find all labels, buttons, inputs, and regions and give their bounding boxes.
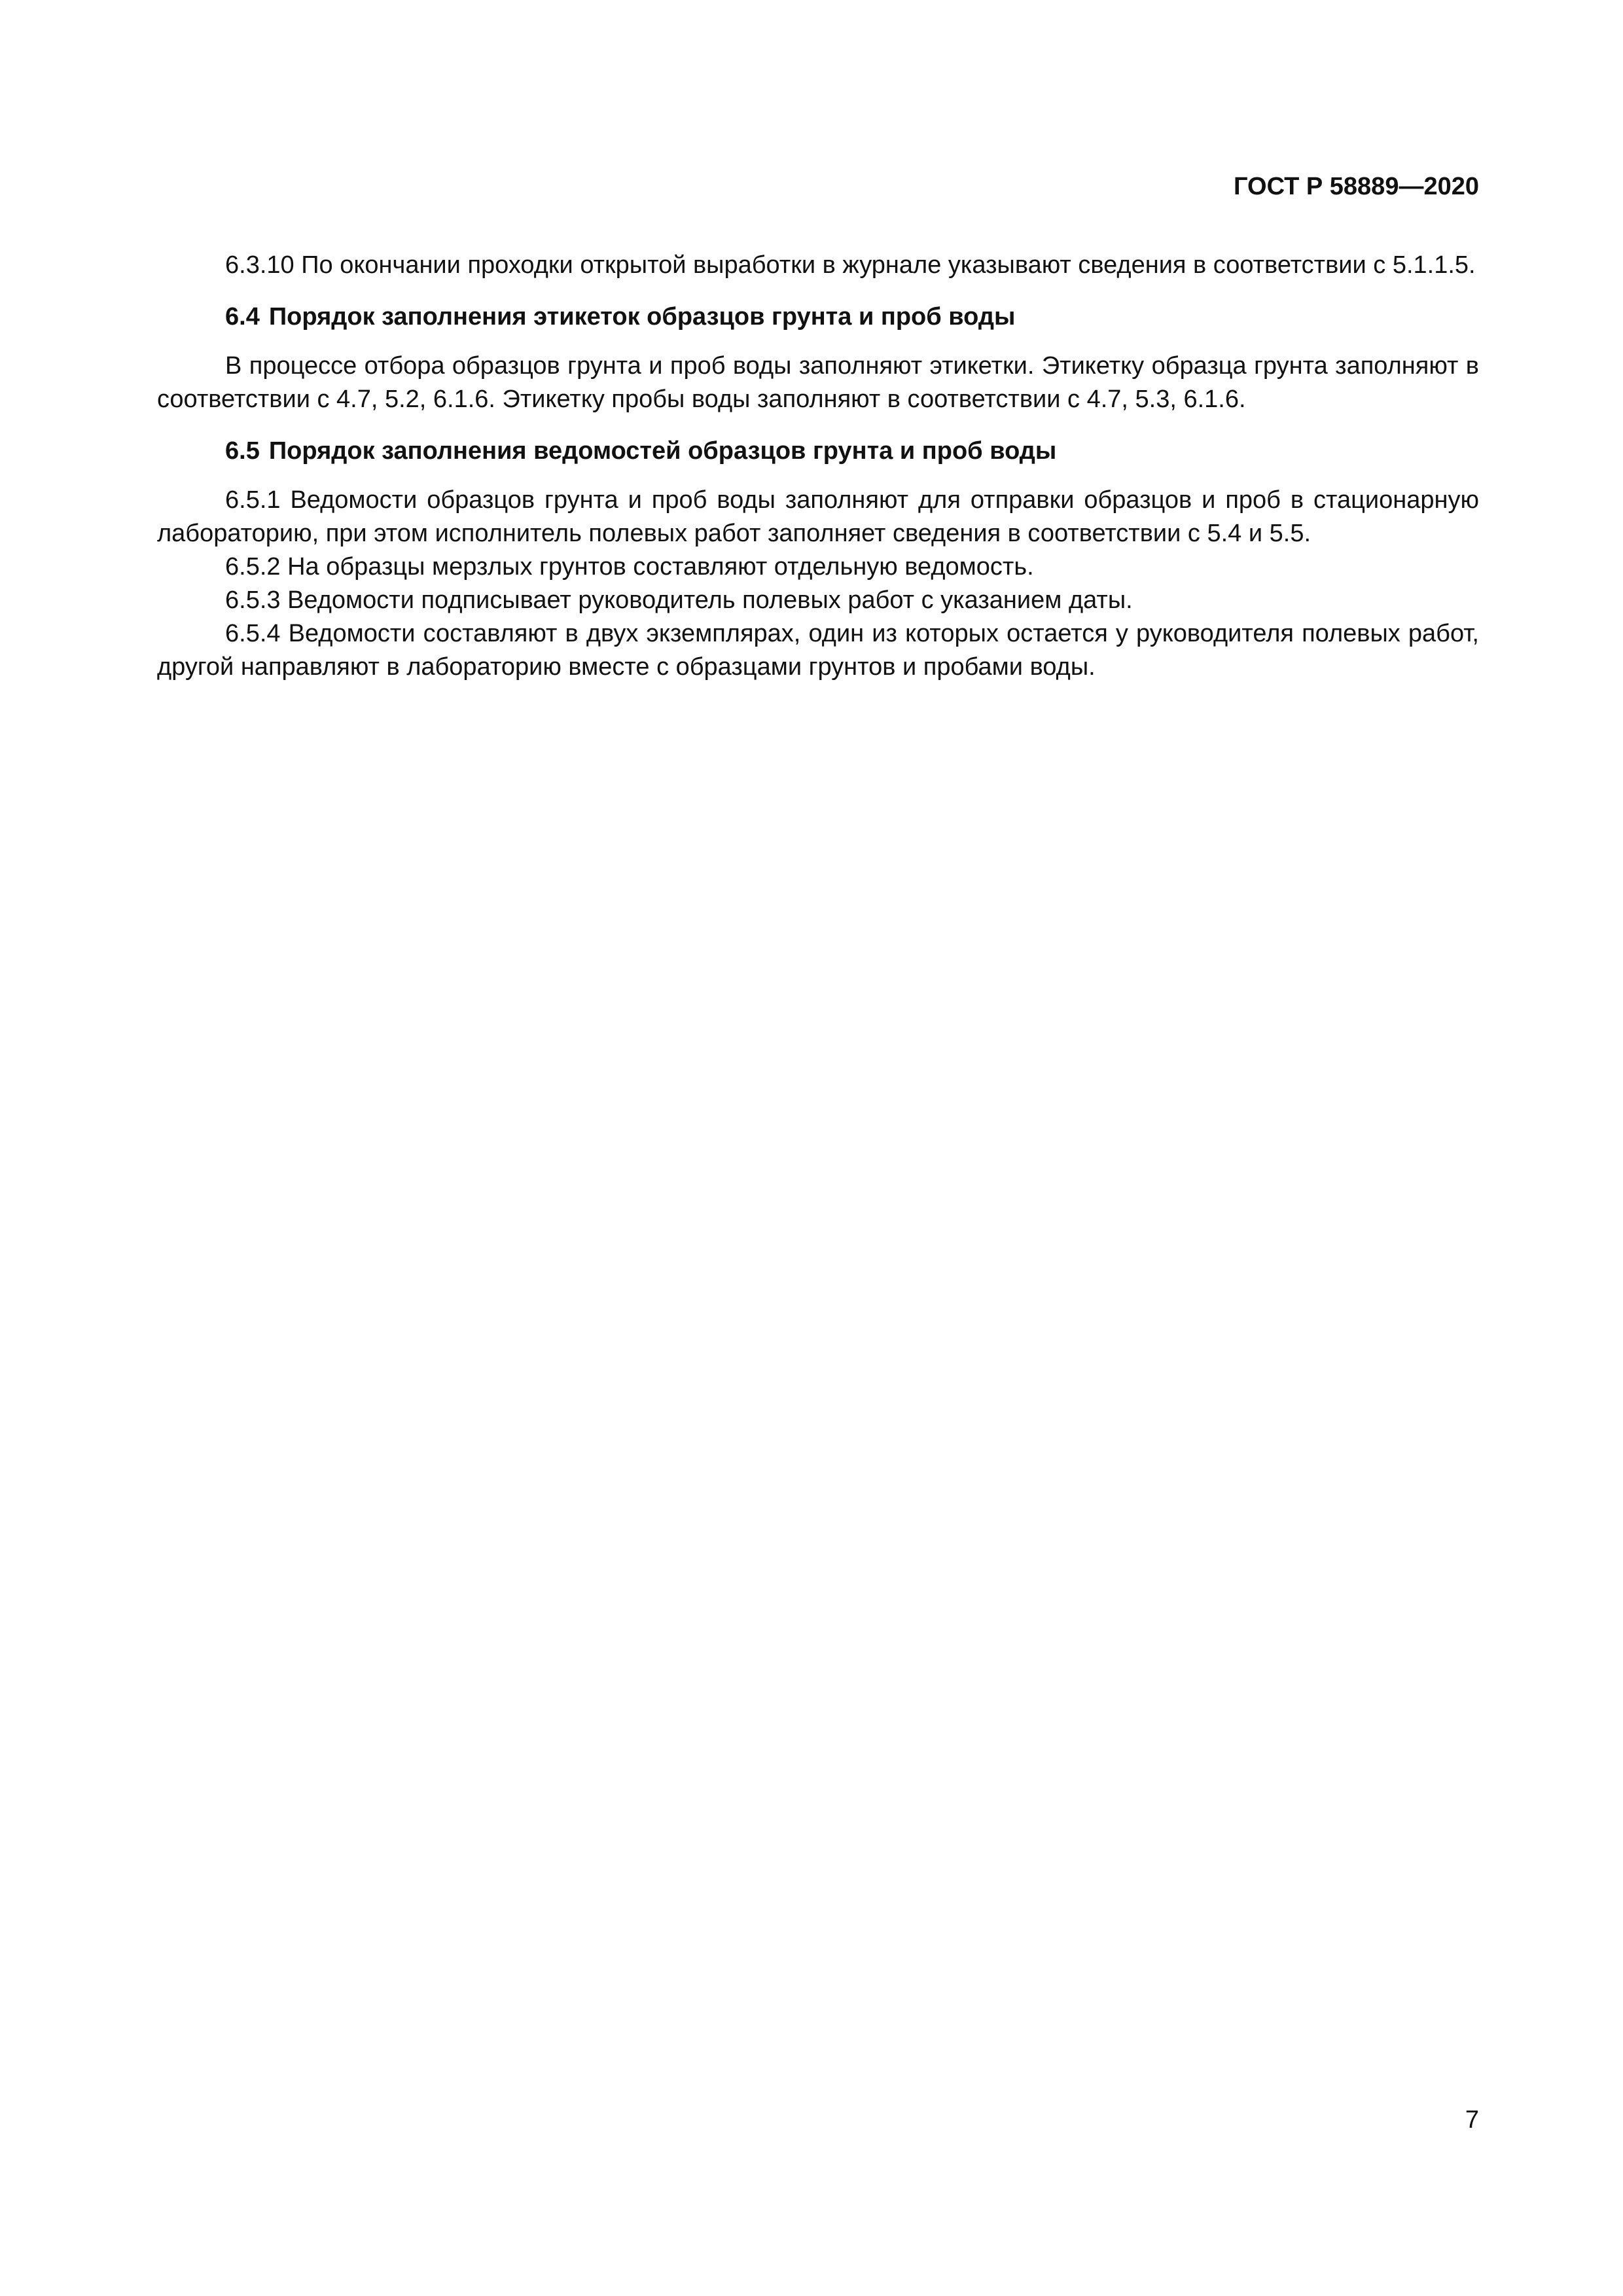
section-heading-6-4 bbox=[157, 300, 1479, 334]
paragraph-6-3-10: 6.3.10 По окончании проходки открытой выработки в журнале указывают сведения в соответствии с 5.1.1.5. bbox=[225, 251, 1476, 279]
paragraph-6-5-3: 6.5.3 Ведомости подписывает руководитель полевых работ с указанием даты. bbox=[225, 586, 1133, 614]
section-title-6-5: Порядок заполнения ведомостей образцов грунта и проб воды bbox=[268, 437, 1057, 465]
document-body bbox=[157, 249, 1479, 684]
section-number-6-4: 6.4 bbox=[225, 303, 260, 331]
document-code-header: ГОСТ Р 58889—2020 bbox=[1234, 173, 1479, 200]
paragraph-6-5-2: 6.5.2 На образцы мерзлых грунтов составляют отдельную ведомость. bbox=[225, 553, 1034, 581]
section-number-6-5: 6.5 bbox=[225, 437, 260, 465]
section-heading-6-5 bbox=[157, 435, 1479, 468]
page-number: 7 bbox=[1465, 2106, 1479, 2134]
paragraph-6-5-1: 6.5.1 Ведомости образцов грунта и проб воды заполняют для отправки образцов и проб в стационарную лабораторию, при этом исполнитель полевых работ заполняет сведения в соответствии с 5.4 и 5.5. bbox=[157, 486, 1479, 547]
paragraph-6-4: В процессе отбора образцов грунта и проб воды заполняют этикетки. Этикетку образца грунта заполняют в соответствии с 4.7, 5.2, 6.1.6. Этикетку пробы воды заполняют в соответствии с 4.7, 5.3, 6.1.6. bbox=[157, 352, 1479, 413]
section-title-6-4: Порядок заполнения этикеток образцов грунта и проб воды bbox=[268, 303, 1016, 331]
paragraph-6-5-4: 6.5.4 Ведомости составляют в двух экземплярах, один из которых остается у руководителя полевых работ, другой направляют в лабораторию вместе с образцами грунтов и пробами воды. bbox=[157, 620, 1479, 681]
